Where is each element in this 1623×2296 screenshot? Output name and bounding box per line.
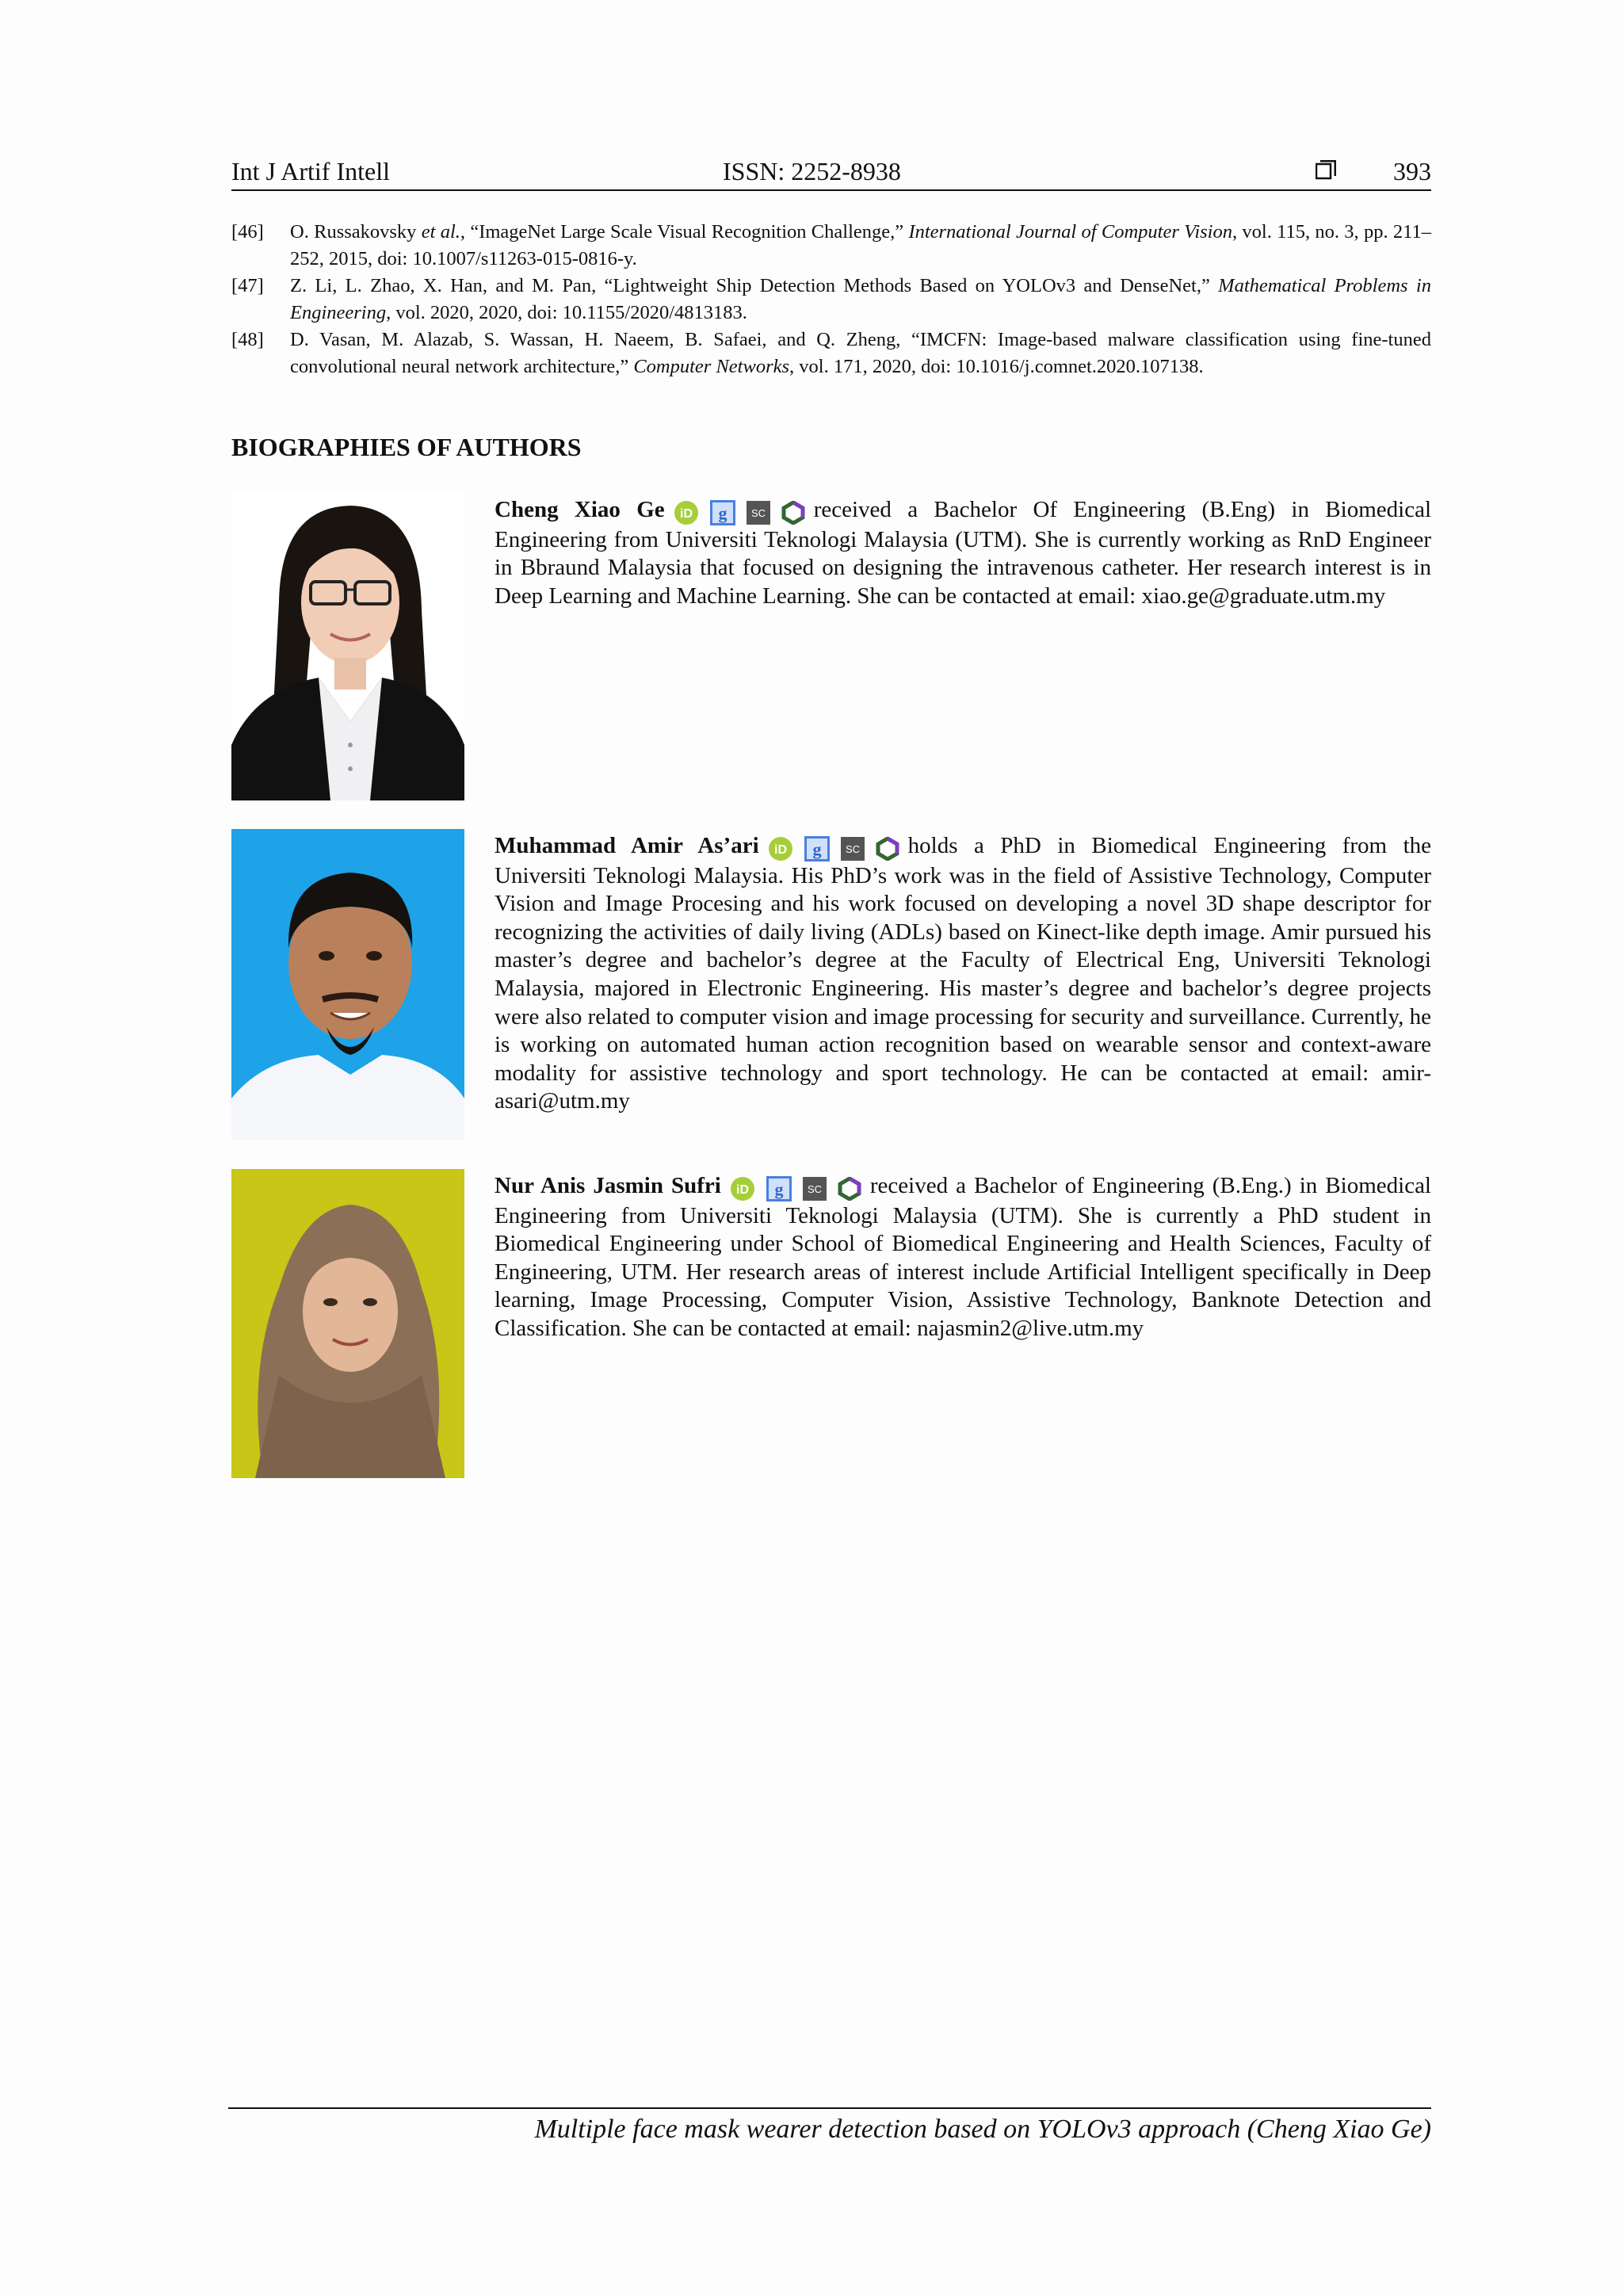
- google-scholar-icon[interactable]: [766, 1176, 792, 1201]
- footer-rule: [228, 2107, 1431, 2109]
- checkbox-icon: [1316, 160, 1336, 181]
- author-description: received a Bachelor Of Engineering (B.Eng) in Biomedical Engineering from Universiti Teknologi Malaysia (UTM). She is currently working as RnD Engineer in Bbraund Malaysia that focused on designing the intravenous catheter. Her research interest is in Deep Learning and Machine Learning. She can be contacted at email: xiao.ge@graduate.utm.my: [495, 497, 1431, 609]
- reference-item: [48] D. Vasan, M. Alazab, S. Wassan, H. Naeem, B. Safaei, and Q. Zheng, “IMCFN: Image-based malware classification using fine-tuned convolutional neural network architecture,” Computer Networks, vol. 171, 2020, doi: 10.1016/j.comnet.2020.107138.: [231, 327, 1431, 380]
- svg-text:iD: iD: [679, 507, 693, 521]
- svg-text:SC: SC: [750, 507, 766, 520]
- scopus-icon[interactable]: [841, 837, 865, 861]
- svg-text:SC: SC: [845, 843, 860, 856]
- publons-icon[interactable]: [876, 837, 899, 861]
- reference-item: [47] Z. Li, L. Zhao, X. Han, and M. Pan, “Lightweight Ship Detection Methods Based on YOLOv3 and DenseNet,” Mathematical Problems in Engineering, vol. 2020, 2020, doi: 10.1155/2020/4813183.: [231, 273, 1431, 327]
- running-header: [231, 154, 1431, 189]
- journal-name: Int J Artif Intell: [231, 157, 390, 185]
- profile-icons: [668, 498, 811, 526]
- reference-number: [46]: [231, 221, 264, 243]
- section-heading: BIOGRAPHIES OF AUTHORS: [231, 433, 582, 461]
- running-footer: Multiple face mask wearer detection based on YOLOv3 approach (Cheng Xiao Ge): [534, 2115, 1431, 2144]
- author-photo: [231, 1169, 464, 1478]
- profile-icons: [762, 834, 905, 862]
- publons-icon[interactable]: [781, 501, 805, 525]
- orcid-icon[interactable]: [674, 500, 699, 525]
- author-bio: [495, 1172, 1431, 1343]
- author-photo: [231, 829, 464, 1140]
- author-name: Nur Anis Jasmin Sufri: [495, 1173, 721, 1198]
- reference-number: [47]: [231, 275, 264, 296]
- svg-text:g: g: [774, 1179, 784, 1200]
- google-scholar-icon[interactable]: [804, 836, 830, 861]
- author-name: Muhammad Amir As’ari: [495, 833, 759, 858]
- svg-text:iD: iD: [773, 843, 787, 858]
- author-name: Cheng Xiao Ge: [495, 497, 665, 522]
- author-bio: [495, 496, 1431, 610]
- svg-text:SC: SC: [807, 1183, 822, 1196]
- reference-list: [231, 219, 1431, 380]
- author-photo: [231, 491, 464, 800]
- reference-number: [48]: [231, 329, 264, 350]
- google-scholar-icon[interactable]: [710, 500, 735, 525]
- page-number: 393: [1393, 157, 1431, 185]
- orcid-icon[interactable]: [730, 1176, 755, 1201]
- issn: ISSN: 2252-8938: [723, 157, 901, 185]
- svg-text:iD: iD: [735, 1183, 749, 1198]
- publons-icon[interactable]: [838, 1177, 861, 1201]
- scopus-icon[interactable]: [747, 501, 770, 525]
- scopus-icon[interactable]: [803, 1177, 827, 1201]
- reference-item: [46] O. Russakovsky et al., “ImageNet Large Scale Visual Recognition Challenge,” International Journal of Computer Vision, vol. 115, no. 3, pp. 211–252, 2015, doi: 10.1007/s11263-015-0816-y.: [231, 219, 1431, 273]
- svg-text:g: g: [812, 839, 822, 860]
- author-bio: [495, 832, 1431, 1116]
- svg-text:g: g: [718, 503, 727, 524]
- orcid-icon[interactable]: [768, 836, 793, 861]
- author-description: received a Bachelor of Engineering (B.Eng.) in Biomedical Engineering from Universiti Teknologi Malaysia (UTM). She is currently a PhD student in Biomedical Engineering under School of Biomedical Engineering and Health Sciences, Faculty of Engineering, UTM. Her research areas of interest include Artificial Intelligent specifically in Deep learning, Image Processing, Computer Vision, Assistive Technology, Banknote Detection and Classification. She can be contacted at email: najasmin2@live.utm.my: [495, 1173, 1431, 1341]
- profile-icons: [724, 1174, 867, 1202]
- author-description: holds a PhD in Biomedical Engineering from the Universiti Teknologi Malaysia. His PhD’s work was in the field of Assistive Technology, Computer Vision and Image Procesing and his work focused on developing a novel 3D shape descriptor for recognizing the activities of daily living (ADLs) based on Kinect-like depth image. Amir pursued his master’s degree and bachelor’s degree at the Faculty of Electrical Eng, Universiti Teknologi Malaysia, majored in Electronic Engineering. His master’s degree and bachelor’s degree projects were also related to computer vision and image processing for security and surveillance. Currently, he is working on automated human action recognition based on wearable sensor and context-aware modality for assistive technology and sport technology. He can be contacted at email: amir-asari@utm.my: [495, 833, 1431, 1114]
- header-rule: [231, 189, 1431, 191]
